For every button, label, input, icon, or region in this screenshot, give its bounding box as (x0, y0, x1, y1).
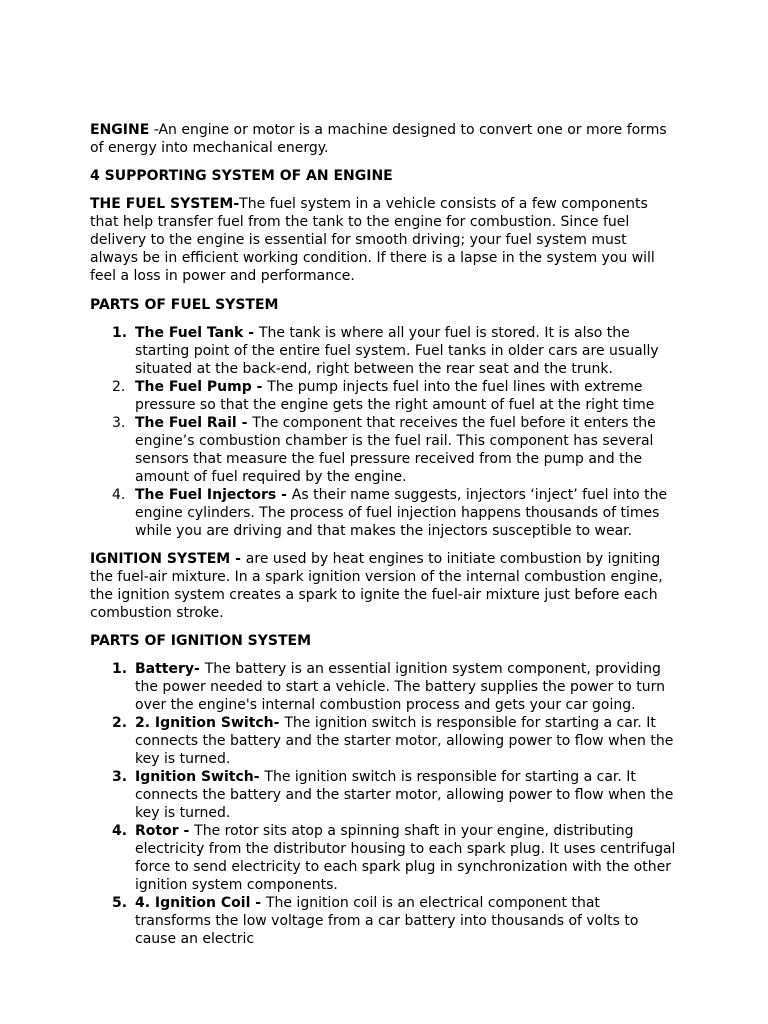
engine-label: ENGINE (90, 122, 150, 138)
list-item (90, 378, 676, 414)
list-item-text: The pump injects fuel into the fuel lines with extreme pressure so that the engine gets the right amount of fuel at the right time (135, 379, 655, 413)
fuel-system-label: THE FUEL SYSTEM- (90, 196, 240, 212)
list-item (90, 414, 676, 486)
list-item (90, 768, 676, 822)
list-item (90, 714, 676, 768)
list-number: 5. (112, 895, 128, 911)
list-item-text: The tank is where all your fuel is stored. It is also the starting point of the entire fuel system. Fuel tanks in older cars are usually situated at the back-end, right between the rear seat and the trunk. (135, 325, 659, 377)
list-item-title: Battery- (135, 661, 205, 677)
list-item-title: 2. Ignition Switch- (135, 715, 285, 731)
list-item-text: The ignition coil is an electrical component that transforms the low voltage from a car battery into thousands of volts to cause an electric (135, 895, 639, 947)
list-number: 1. (112, 661, 128, 677)
list-item-text: The rotor sits atop a spinning shaft in your engine, distributing electricity from the distributor housing to each spark plug. It uses centrifugal force to send electricity to each spark plug in synchronization with the other ignition system components. (135, 823, 676, 893)
fuel-system-text: The fuel system in a vehicle consists of a few components that help transfer fuel from the tank to the engine for combustion. Since fuel delivery to the engine is essential for smooth driving; your fuel system must always be in efficient working condition. If there is a lapse in the system you will feel a loss in power and performance. (90, 196, 655, 284)
list-item-title: Rotor - (135, 823, 195, 839)
document-page (90, 121, 676, 948)
list-item-text: The ignition switch is responsible for starting a car. It connects the battery and the starter motor, allowing power to flow when the key is turned. (135, 769, 674, 821)
list-item (90, 324, 676, 378)
list-number: 4. (112, 823, 128, 839)
list-number: 3. (112, 769, 128, 785)
list-item-text: The battery is an essential ignition system component, providing the power needed to start a vehicle. The battery supplies the power to turn over the engine's internal combustion process and gets your car going. (135, 661, 665, 713)
ignition-system-text: are used by heat engines to initiate combustion by igniting the fuel-air mixture. In a spark ignition version of the internal combustion engine, the ignition system creates a spark to ignite the fuel-air mixture just before each combustion stroke. (90, 551, 663, 621)
list-item-title: The Fuel Injectors - (135, 487, 292, 503)
list-item-text: As their name suggests, injectors ‘inject’ fuel into the engine cylinders. The process of fuel injection happens thousands of times while you are driving and that makes the injectors susceptible to wear. (135, 487, 668, 539)
engine-definition (90, 121, 676, 157)
list-item-title: The Fuel Rail - (135, 415, 253, 431)
fuel-system-paragraph (90, 195, 676, 285)
fuel-parts-list (90, 324, 676, 540)
heading-parts-fuel: PARTS OF FUEL SYSTEM (90, 297, 279, 313)
ignition-parts-list (90, 660, 676, 948)
list-item-title: Ignition Switch- (135, 769, 265, 785)
list-item-text: The component that receives the fuel before it enters the engine’s combustion chamber is the fuel rail. This component has several sensors that measure the fuel pressure received from the pump and the amount of fuel required by the engine. (135, 415, 656, 485)
list-number: 2. (112, 715, 128, 731)
heading-parts-ignition: PARTS OF IGNITION SYSTEM (90, 633, 312, 649)
list-number: 2. (112, 379, 126, 395)
list-item-title: The Fuel Pump - (135, 379, 268, 395)
engine-text: -An engine or motor is a machine designed to convert one or more forms of energy into mechanical energy. (90, 122, 667, 156)
list-number: 1. (112, 325, 128, 341)
list-item (90, 486, 676, 540)
list-number: 4. (112, 487, 126, 503)
list-item (90, 894, 676, 948)
list-item-text: The ignition switch is responsible for starting a car. It connects the battery and the starter motor, allowing power to flow when the key is turned. (135, 715, 674, 767)
list-item-title: 4. Ignition Coil - (135, 895, 266, 911)
list-item (90, 660, 676, 714)
list-item (90, 822, 676, 894)
ignition-system-label: IGNITION SYSTEM - (90, 551, 246, 567)
list-item-title: The Fuel Tank - (135, 325, 259, 341)
list-number: 3. (112, 415, 126, 431)
ignition-system-paragraph (90, 550, 676, 622)
heading-supporting-systems: 4 SUPPORTING SYSTEM OF AN ENGINE (90, 168, 393, 184)
